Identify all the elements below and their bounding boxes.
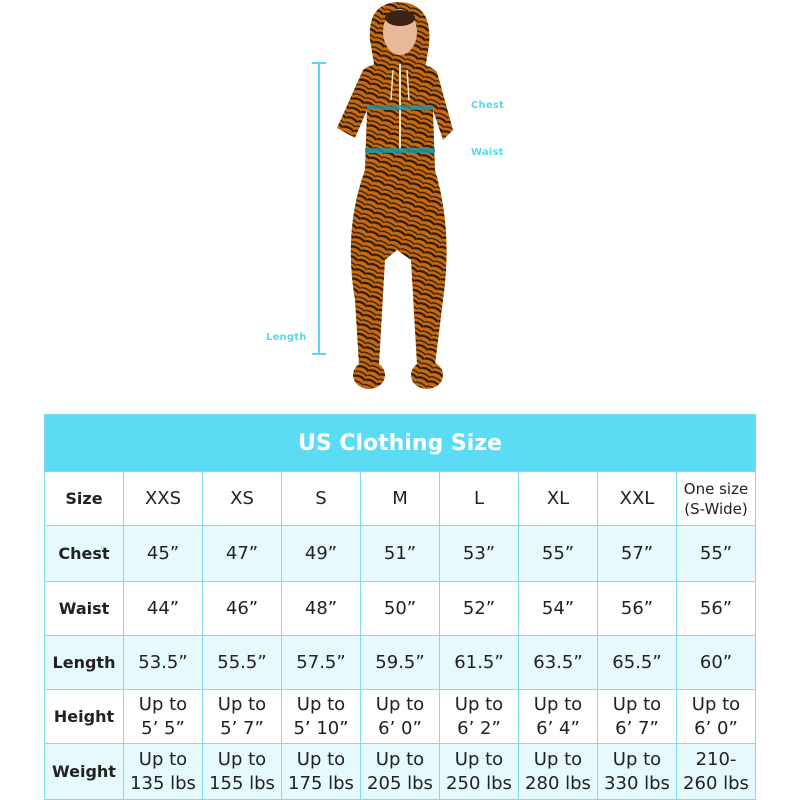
cell-line: 5’ 10” [293,717,349,739]
cell-line: 6’ 0” [378,717,422,739]
table-cell [677,690,756,744]
cell-line: 205 lbs [367,772,433,794]
cell-line: 155 lbs [209,772,275,794]
table-row-height [45,690,756,744]
cell-line: Up to [454,693,504,715]
cell-line: Up to [375,693,425,715]
table-cell: 63.5” [519,636,598,690]
table-cell: 48” [282,582,361,636]
table-row-chest [45,526,756,582]
table-cell: 57” [598,526,677,582]
table-cell [124,744,203,800]
row-header: Chest [45,526,124,582]
table-row-waist [45,582,756,636]
cell-line: Up to [296,693,346,715]
length-measure-line [318,62,320,354]
table-cell [124,690,203,744]
cell-line: Up to [533,748,583,770]
model-in-tiger-onesie-image [325,0,465,395]
row-header: Length [45,636,124,690]
table-cell [440,690,519,744]
cell-line: 175 lbs [288,772,354,794]
table-cell: 53” [440,526,519,582]
cell-line: 6’ 2” [457,717,501,739]
table-cell: 47” [203,526,282,582]
cell-line: 280 lbs [525,772,591,794]
table-cell [677,744,756,800]
row-header: Weight [45,744,124,800]
cell-line: 135 lbs [130,772,196,794]
table-row-size [45,472,756,526]
table-cell [598,690,677,744]
cell-line: Up to [296,748,346,770]
cell-line: Up to [691,693,741,715]
table-cell: 46” [203,582,282,636]
table-cell: 49” [282,526,361,582]
table-cell: 51” [361,526,440,582]
table-cell: 44” [124,582,203,636]
cell-line: Up to [612,693,662,715]
row-header: Height [45,690,124,744]
length-measure-bottom-cap [312,353,326,355]
table-cell: 52” [440,582,519,636]
table-cell [203,690,282,744]
table-cell: XS [203,472,282,526]
cell-line: 330 lbs [604,772,670,794]
table-cell [361,744,440,800]
cell-line: 260 lbs [683,772,749,794]
table-cell: 57.5” [282,636,361,690]
table-cell: 55” [519,526,598,582]
cell-line: 6’ 4” [536,717,580,739]
table-cell: XXL [598,472,677,526]
chest-label: Chest [471,100,504,111]
table-cell: 55” [677,526,756,582]
cell-line: Up to [217,693,267,715]
table-cell: 60” [677,636,756,690]
cell-line: Up to [454,748,504,770]
cell-line: Up to [612,748,662,770]
length-measure-top-cap [312,62,326,64]
table-cell [519,690,598,744]
table-cell: 56” [598,582,677,636]
cell-line: Up to [533,693,583,715]
cell-line: Up to [138,748,188,770]
table-cell [361,690,440,744]
table-cell: 61.5” [440,636,519,690]
table-cell: XXS [124,472,203,526]
size-chart-table [44,414,756,800]
table-cell: 56” [677,582,756,636]
table-cell: 55.5” [203,636,282,690]
table-cell [440,744,519,800]
cell-line: 6’ 0” [694,717,738,739]
table-row-weight [45,744,756,800]
cell-line: Up to [138,693,188,715]
table-cell: 59.5” [361,636,440,690]
table-cell: 65.5” [598,636,677,690]
table-cell [282,690,361,744]
waist-label: Waist [471,147,504,158]
table-title: US Clothing Size [45,415,756,472]
cell-line: Up to [217,748,267,770]
cell-line: 5’ 5” [141,717,185,739]
table-cell: 50” [361,582,440,636]
cell-line: 6’ 7” [615,717,659,739]
table-cell: L [440,472,519,526]
row-header: Waist [45,582,124,636]
table-cell [677,472,756,526]
table-row-length [45,636,756,690]
table-cell: 54” [519,582,598,636]
table-cell [282,744,361,800]
table-cell: XL [519,472,598,526]
length-label: Length [266,332,307,343]
table-cell: 53.5” [124,636,203,690]
table-cell [598,744,677,800]
row-header: Size [45,472,124,526]
cell-line: (S-Wide) [684,499,748,518]
table-cell: M [361,472,440,526]
cell-line: 250 lbs [446,772,512,794]
table-cell: S [282,472,361,526]
table-cell [519,744,598,800]
cell-line: 5’ 7” [220,717,264,739]
cell-line: Up to [375,748,425,770]
cell-line: 210- [695,748,737,770]
table-cell [203,744,282,800]
cell-line: One size [683,479,749,498]
table-cell: 45” [124,526,203,582]
